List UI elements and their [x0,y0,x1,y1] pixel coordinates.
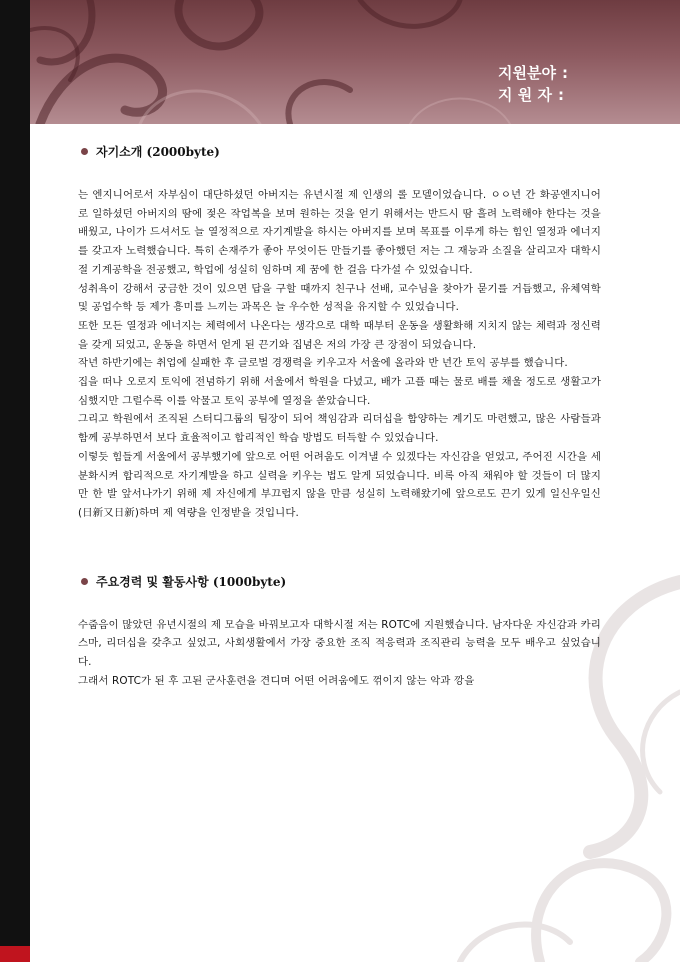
field-colon: : [562,64,568,82]
field-label: 지원분야 [498,64,556,82]
section-body [78,616,601,691]
career-activities-section [78,573,601,691]
section-title-text: 주요경력 및 활동사항 (1000byte) [96,574,287,589]
page-header-banner [30,0,680,124]
paragraph: 작년 하반기에는 취업에 실패한 후 글로벌 경쟁력을 키우고자 서울에 올라와 반 년간 토익 공부를 했습니다. [78,357,568,370]
paragraph: 는 엔지니어로서 자부심이 대단하셨던 아버지는 유년시절 제 인생의 롤 모델이었습니다. ㅇㅇ년 간 화공엔지니어로 일하셨던 아버지의 땀에 젖은 작업복을 보며 원하는 것을 얻기 위해서는 반드시 땀 흘려 노력해야 한다는 것을 배웠고, 나이가 드셔서도 늘 열정적으로 자기계발을 하시는 아버지를 보며 목표를 이루게 하는 힘인 열정과 에너지를 갖고자 노력했습니다. 특히 손재주가 좋아 무엇이든 만들기를 좋아했던 저는 그 재능과 소질을 살리고자 대학시절 기계공학을 전공했고, 학업에 성실히 임하며 제 꿈에 한 걸음 다가설 수 있었습니다. [78,189,601,276]
applicant-row [498,84,568,106]
paragraph: 또한 모든 열정과 에너지는 체력에서 나온다는 생각으로 대학 때부터 운동을 생활화해 지치지 않는 체력과 정신력을 갖게 되었고, 운동을 하면서 얻게 된 끈기와 집념은 저의 가장 큰 장점이 되었습니다. [78,319,601,351]
section-title [78,143,601,160]
bullet-icon [81,578,88,585]
paragraph: 성취욕이 강해서 궁금한 것이 있으면 답을 구할 때까지 친구나 선배, 교수님을 찾아가 묻기를 거듭했고, 유체역학 및 공업수학 등 제가 흥미를 느끼는 과목은 늘 우수한 성적을 유지할 수 있었습니다. [78,282,601,314]
paragraph: 이렇듯 힘들게 서울에서 공부했기에 앞으로 어떤 어려움도 이겨낼 수 있겠다는 자신감을 얻었고, 주어진 시간을 세분화시켜 합리적으로 자기계발을 하고 실력을 키우는 법도 알게 되었습니다. 비록 아직 채워야 할 것들이 더 많지만 한 발 앞서나가기 위해 제 자신에게 부끄럽지 않을 만큼 성실히 노력해왔기에 앞으로도 끈기 있게 일신우일신(日新又日新)하며 제 역량을 인정받을 것입니다. [78,450,602,519]
paragraph: 그리고 학원에서 조직된 스터디그룹의 팀장이 되어 책임감과 리더십을 함양하는 계기도 마련했고, 많은 사람들과 함께 공부하면서 보다 효율적이고 합리적인 학습 방법도 터득할 수 있었습니다. [78,413,601,445]
paragraph: 집을 떠나 오로지 토익에 전념하기 위해 서울에서 학원을 다녔고, 배가 고플 때는 물로 배를 채울 정도로 생활고가 심했지만 그럴수록 이를 악물고 토익 공부에 열정을 쏟았습니다. [78,376,601,407]
applicant-label: 지 원 자 [498,86,552,104]
applicant-info-labels [498,62,568,106]
paragraph: 그래서 ROTC가 된 후 고된 군사훈련을 견디며 어떤 어려움에도 꺾이지 않는 악과 깡을 [78,674,475,687]
document-content [78,143,601,690]
self-introduction-section [78,143,601,523]
left-sidebar-bar [0,0,30,962]
left-bar-red-accent [0,946,30,962]
field-row [498,62,568,84]
section-title-text: 자기소개 (2000byte) [96,145,220,159]
paragraph: 수줍음이 많았던 유년시절의 제 모습을 바꿔보고자 대학시절 저는 ROTC에 지원했습니다. 남자다운 자신감과 카리스마, 리더십을 갖추고 싶었고, 사회생활에서 가장 중요한 조직 적응력과 조직관리 능력을 모두 배우고 싶었습니다. [78,618,601,669]
swirl-ornament-icon [30,0,680,124]
section-title [78,573,601,590]
applicant-colon: : [557,86,564,104]
section-body [78,186,601,523]
bullet-icon [81,148,88,155]
